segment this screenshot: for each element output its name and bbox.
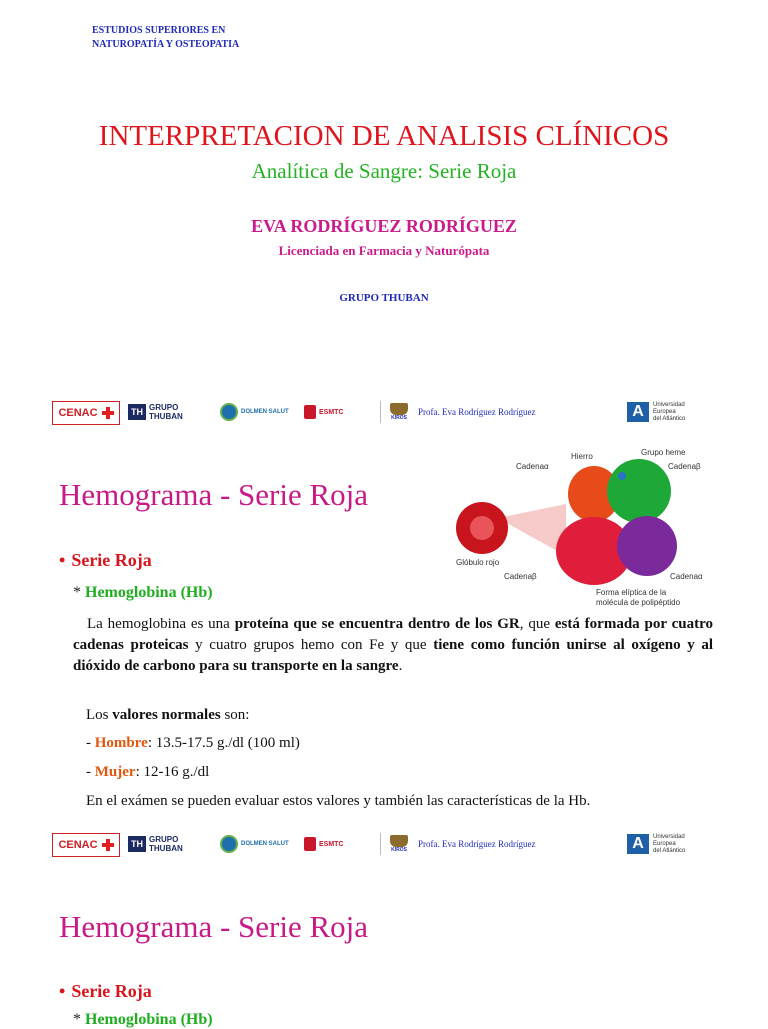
mujer-dash: - xyxy=(86,764,95,780)
dolmen-circle-icon xyxy=(220,403,238,421)
esmtc-icon xyxy=(304,405,316,419)
professor-name: Profa. Eva Rodríguez Rodríguez xyxy=(418,407,536,417)
uea-line-2: Europea xyxy=(653,840,676,847)
para-part-4: está formada por cuatro cadenas proteicas xyxy=(73,616,713,653)
hombre-value: : 13.5-17.5 g./dl (100 ml) xyxy=(147,735,300,751)
thuban-badge: TH xyxy=(128,404,146,420)
thuban-logo xyxy=(128,833,214,855)
cross-icon xyxy=(102,839,114,851)
cenac-logo xyxy=(52,401,120,425)
normals-pre: Los xyxy=(86,707,113,723)
bullet-text: Serie Roja xyxy=(71,981,152,1001)
para-part-2: proteína que se encuentra dentro de los GR xyxy=(234,616,520,632)
kiros-logo xyxy=(386,833,412,855)
dolmen-circle-icon xyxy=(220,835,238,853)
chain-alpha-bottom xyxy=(617,516,677,576)
normals-post: son: xyxy=(220,707,250,723)
kiros-logo xyxy=(386,401,412,423)
uea-line-3: del Atlántico xyxy=(653,415,686,422)
normal-values-intro xyxy=(86,707,249,724)
crest-icon xyxy=(390,835,408,847)
bullet-serie-roja xyxy=(59,550,152,571)
mujer-value: : 12-16 g./dl xyxy=(135,764,210,780)
normals-bold: valores normales xyxy=(112,707,221,723)
esmtc-text: ESMTC xyxy=(319,408,344,416)
value-hombre xyxy=(86,735,300,752)
hombre-dash: - xyxy=(86,735,95,751)
label-cadena-alpha-1: Cadenaα xyxy=(516,462,549,471)
thuban-text xyxy=(149,403,214,421)
label-cadena-beta-2: Cadenaβ xyxy=(504,572,537,581)
author-degree: Licenciada en Farmacia y Naturópata xyxy=(278,243,490,258)
sub-prefix: * xyxy=(73,1011,85,1028)
uea-line-3: del Atlántico xyxy=(653,847,686,854)
logo-divider xyxy=(380,833,381,855)
kiros-text: KIROS xyxy=(391,847,407,853)
hemoglobin-figure xyxy=(454,446,710,610)
value-mujer xyxy=(86,764,209,781)
cenac-logo xyxy=(52,833,120,857)
sub-hemoglobina xyxy=(73,584,213,602)
label-cadena-beta-1: Cadenaβ xyxy=(668,462,701,471)
bullet-dot: • xyxy=(59,550,66,570)
institution-name xyxy=(92,24,239,52)
institution-line-1: ESTUDIOS SUPERIORES EN xyxy=(92,25,226,36)
kiros-text: KIROS xyxy=(391,415,407,421)
uea-text xyxy=(653,834,685,855)
hombre-label: Hombre xyxy=(94,735,148,751)
exam-note: En el exámen se pueden evaluar estos valores y también las características de la Hb. xyxy=(86,793,591,809)
uea-a-icon: A xyxy=(627,402,649,422)
uea-text xyxy=(653,402,685,423)
uea-line-1: Universidad xyxy=(653,833,685,840)
group-name: GRUPO THUBAN xyxy=(339,292,429,304)
cenac-text: CENAC xyxy=(58,839,98,851)
dolmen-logo xyxy=(220,833,298,855)
sub-label: Hemoglobina (Hb) xyxy=(85,1011,213,1028)
uea-a-icon: A xyxy=(627,834,649,854)
esmtc-icon xyxy=(304,837,316,851)
label-grupo-heme: Grupo heme xyxy=(641,448,686,457)
para-part-5: y cuatro grupos hemo con Fe xyxy=(188,637,385,653)
chain-beta-top xyxy=(607,459,671,523)
label-cadena-alpha-2: Cadenaα xyxy=(670,572,703,581)
thuban-text xyxy=(149,835,214,853)
para-part-6: y que xyxy=(384,637,434,653)
thuban-name: GRUPO THUBAN xyxy=(149,403,183,421)
bullet-serie-roja-2 xyxy=(59,981,152,1002)
logo-bar xyxy=(52,397,702,427)
label-hierro: Hierro xyxy=(571,452,593,461)
author-name: EVA RODRÍGUEZ RODRÍGUEZ xyxy=(251,216,517,236)
slide-heading-2: Hemograma - Serie Roja xyxy=(59,909,369,944)
label-forma-2: molécula de polipéptido xyxy=(596,598,681,607)
para-part-7: tiene como función unirse al oxígeno y al dióxido de carbono para su transporte en la sangre xyxy=(73,637,714,674)
esmtc-logo xyxy=(304,833,376,855)
label-forma-1: Forma elíptica de la xyxy=(596,588,667,597)
uea-logo xyxy=(627,833,707,855)
sub-label: Hemoglobina (Hb) xyxy=(85,584,213,601)
dolmen-text: DOLMEN SALUT xyxy=(241,841,289,847)
institution-line-2: NATUROPATÍA Y OSTEOPATIA xyxy=(92,39,240,50)
bullet-dot: • xyxy=(59,981,66,1001)
subtitle: Analítica de Sangre: Serie Roja xyxy=(251,159,517,183)
thuban-badge: TH xyxy=(128,836,146,852)
slide-heading: Hemograma - Serie Roja xyxy=(59,477,369,512)
sub-hemoglobina-2 xyxy=(73,1011,213,1029)
hemoglobin-paragraph xyxy=(73,614,713,677)
cross-icon xyxy=(102,407,114,419)
para-part-1: La hemoglobina es una xyxy=(87,616,235,632)
dolmen-logo xyxy=(220,401,298,423)
cenac-text: CENAC xyxy=(58,407,98,419)
red-blood-cell-center xyxy=(470,516,494,540)
dolmen-text: DOLMEN SALUT xyxy=(241,409,289,415)
logo-bar-2 xyxy=(52,829,702,859)
uea-logo xyxy=(627,401,707,423)
uea-line-2: Europea xyxy=(653,408,676,415)
crest-icon xyxy=(390,403,408,415)
label-globulo-rojo: Glóbulo rojo xyxy=(456,558,500,567)
mujer-label: Mujer xyxy=(94,764,136,780)
sub-prefix: * xyxy=(73,584,85,601)
zoom-cone xyxy=(498,504,566,556)
uea-line-1: Universidad xyxy=(653,401,685,408)
logo-divider xyxy=(380,401,381,423)
para-part-8: . xyxy=(398,658,403,674)
thuban-name: GRUPO THUBAN xyxy=(149,835,183,853)
esmtc-logo xyxy=(304,401,376,423)
heme-group xyxy=(618,472,626,480)
main-title: INTERPRETACION DE ANALISIS CLÍNICOS xyxy=(98,120,670,152)
para-part-3: , que xyxy=(519,616,555,632)
thuban-logo xyxy=(128,401,214,423)
esmtc-text: ESMTC xyxy=(319,840,344,848)
bullet-text: Serie Roja xyxy=(71,550,152,570)
professor-name: Profa. Eva Rodríguez Rodríguez xyxy=(418,839,536,849)
